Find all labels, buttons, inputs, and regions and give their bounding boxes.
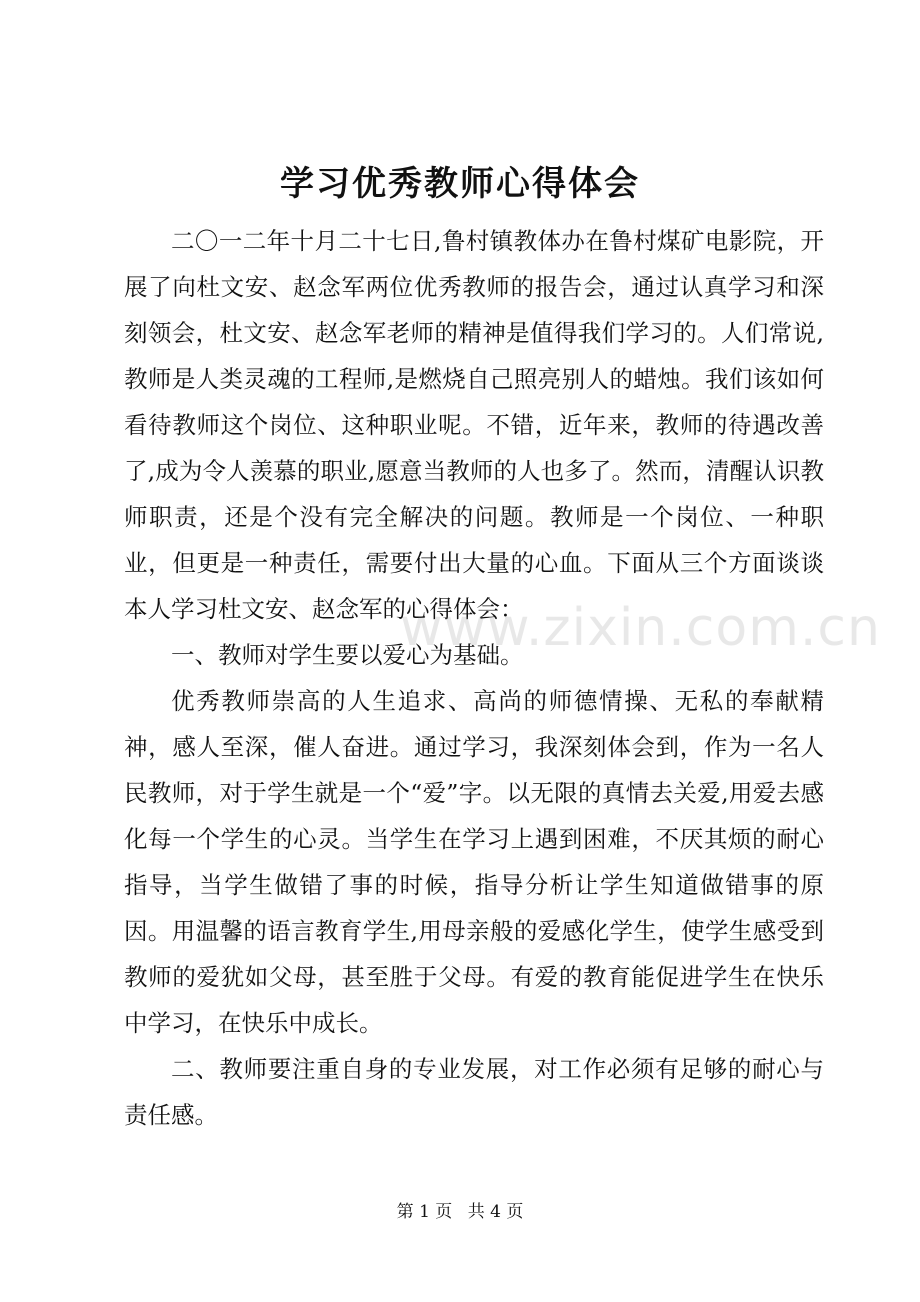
heading-section-1: 一、教师对学生要以爱心为基础。 (171, 641, 524, 669)
page-number: 第 1 页 (396, 1202, 453, 1222)
paragraph-section-1: 优秀教师崇高的人生追求、高尚的师德情操、无私的奉献精神，感人至深，催人奋进。通过学习，我深刻体会到，作为一名人民教师，对于学生就是一个“爱”字。以无限的真情去关爱,用爱去感化每一个学生的心灵。当学生在学习上遇到困难，不厌其烦的耐心指导，当学生做错了事的时候，指导分析让学生知道做错事的原因。用温馨的语言教育学生,用母亲般的爱感化学生，使学生感受到教师的爱犹如父母，甚至胜于父母。有爱的教育能促进学生在快乐中学习，在快乐中成长。 (124, 687, 824, 1037)
page-footer (0, 1200, 920, 1224)
document-body (124, 218, 824, 1138)
paragraph-intro: 二〇一二年十月二十七日,鲁村镇教体办在鲁村煤矿电影院，开展了向杜文安、赵念军两位优秀教师的报告会，通过认真学习和深刻领会，杜文安、赵念军老师的精神是值得我们学习的。人们常说,教师是人类灵魂的工程师,是燃烧自己照亮别人的蜡烛。我们该如何看待教师这个岗位、这种职业呢。不错，近年来，教师的待遇改善了,成为令人羡慕的职业,愿意当教师的人也多了。然而，清醒认识教师职责，还是个没有完全解决的问题。教师是一个岗位、一种职业，但更是一种责任，需要付出大量的心血。下面从三个方面谈谈本人学习杜文安、赵念军的心得体会： (124, 227, 824, 623)
watermark: www.zixin.com.cn (400, 598, 881, 658)
document-title: 学习优秀教师心得体会 (280, 164, 640, 204)
page-total: 共 4 页 (467, 1202, 524, 1222)
heading-section-2: 二、教师要注重自身的专业发展，对工作必须有足够的耐心与责任感。 (124, 1055, 824, 1129)
